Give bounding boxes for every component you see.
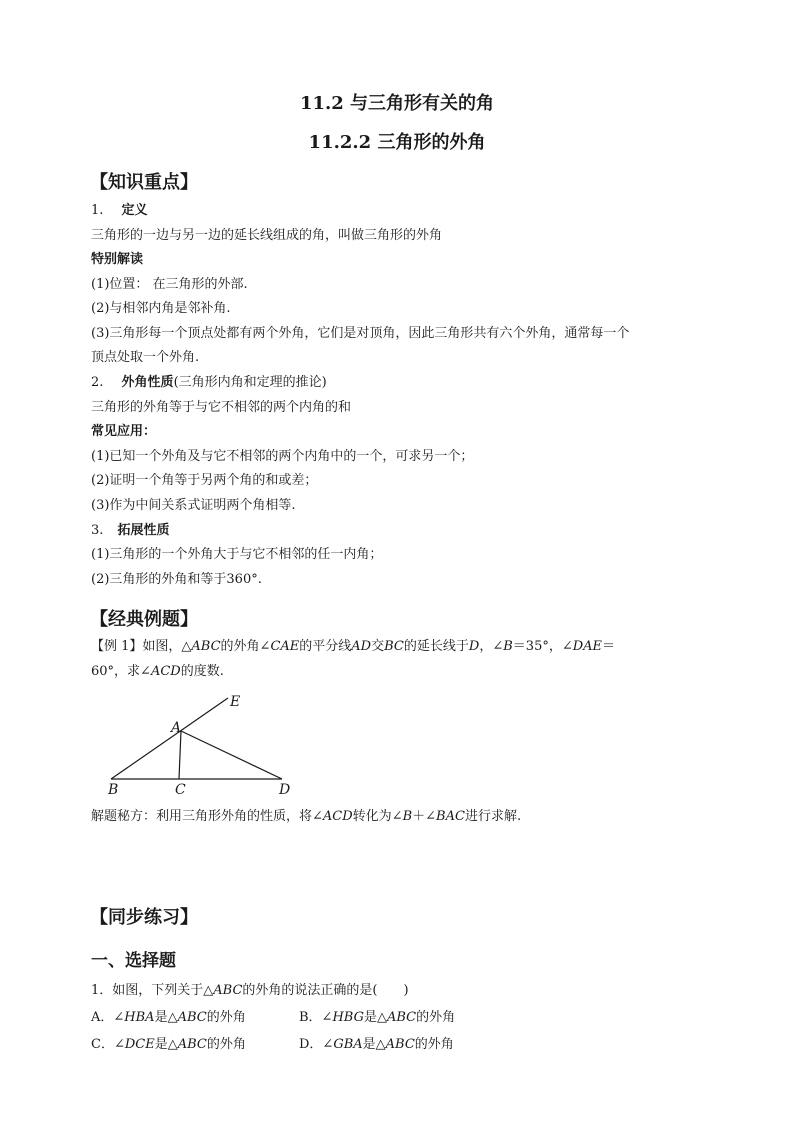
option-c-suffix: 的外角 <box>206 1037 246 1052</box>
option-a-prefix: A．∠ <box>91 1010 125 1025</box>
item2-note: (三角形内角和定理的推论) <box>173 375 327 390</box>
option-b-prefix: B．∠ <box>299 1010 333 1025</box>
ex1-text: ，∠ <box>479 639 504 654</box>
example-1-line-2 <box>91 664 224 680</box>
item3-title: 拓展性质 <box>117 523 170 538</box>
ray-BE <box>111 698 228 779</box>
item3-heading <box>91 523 170 539</box>
segment-AD <box>181 731 282 779</box>
example-1-label: 【例 1】 <box>91 639 143 654</box>
option-b-triangle: ABC <box>386 1010 417 1025</box>
special-line-1: (1)位置： 在三角形的外部. <box>91 277 248 292</box>
label-C: C <box>175 782 186 798</box>
special-line-2: (2)与相邻内角是邻补角. <box>91 301 231 316</box>
label-B: B <box>108 782 119 798</box>
special-line-3: (3)三角形每一个顶点处都有两个外角，它们是对顶角，因此三角形共有六个外角，通常每一个 <box>91 326 630 341</box>
q1-text: 的外角的说法正确的是( ) <box>242 983 409 998</box>
option-d-prefix: D．∠ <box>299 1037 334 1052</box>
option-b-angle: HBG <box>332 1010 364 1025</box>
ex1-var: B <box>503 639 513 654</box>
option-c-triangle: ABC <box>177 1037 207 1052</box>
item2-title: 外角性质 <box>121 375 174 390</box>
option-a-triangle: ABC <box>177 1010 207 1025</box>
ex1-var: ABC <box>191 639 221 654</box>
label-E: E <box>230 694 241 710</box>
ex1-var: CAE <box>270 639 300 654</box>
q1-text: 1．如图，下列关于△ <box>91 983 214 998</box>
tip-var: BAC <box>436 809 465 824</box>
choice-section-heading: 一、选择题 <box>91 951 176 971</box>
special-heading: 特别解读 <box>91 252 144 267</box>
tip-text: 转化为∠ <box>352 809 403 824</box>
app-line-2: (2)证明一个角等于另两个角的和或差； <box>91 473 318 488</box>
ex1-text: ＝ <box>602 639 616 654</box>
special-line-4: 顶点处取一个外角. <box>91 350 200 365</box>
solution-tip <box>91 809 521 825</box>
item2-heading <box>91 375 327 391</box>
option-b <box>299 1010 455 1026</box>
option-c-angle: DCE <box>124 1037 155 1052</box>
ex1-text: 如图，△ <box>142 639 192 654</box>
apps-heading: 常见应用： <box>91 424 157 439</box>
label-A: A <box>171 720 182 736</box>
option-a <box>91 1010 246 1026</box>
tip-var: B <box>402 809 413 824</box>
ex1-var: BC <box>384 639 404 654</box>
option-d <box>299 1037 454 1053</box>
ex1-var: ACD <box>150 664 181 679</box>
option-a-mid: 是△ <box>154 1010 178 1025</box>
option-d-mid: 是△ <box>362 1037 386 1052</box>
item1-title: 定义 <box>121 203 148 218</box>
ext-line-1: (1)三角形的一个外角大于与它不相邻的任一内角； <box>91 547 383 562</box>
tip-text: 进行求解. <box>464 809 522 824</box>
ex1-text: 的度数. <box>180 664 224 679</box>
ext-line-2: (2)三角形的外角和等于360°. <box>91 572 262 587</box>
examples-heading: 【经典例题】 <box>90 609 198 630</box>
ex1-text: ＝35°，∠ <box>512 639 573 654</box>
item1-number: 1. <box>91 203 104 218</box>
page-title: 11.2 与三角形有关的角 <box>299 93 495 114</box>
example-1-line-1 <box>91 639 615 655</box>
ex1-text: 的平分线 <box>299 639 352 654</box>
item1-heading <box>91 203 148 219</box>
app-line-3: (3)作为中间关系式证明两个角相等. <box>91 498 296 513</box>
tip-text: ＋∠ <box>412 809 437 824</box>
q1-var: ABC <box>213 983 243 998</box>
option-a-suffix: 的外角 <box>206 1010 246 1025</box>
triangle-figure <box>100 690 320 802</box>
label-D: D <box>279 782 291 798</box>
segment-AC <box>179 731 181 779</box>
option-a-angle: HBA <box>124 1010 155 1025</box>
option-b-suffix: 的外角 <box>416 1010 456 1025</box>
option-d-triangle: ABC <box>385 1037 415 1052</box>
knowledge-heading: 【知识重点】 <box>90 172 198 193</box>
item2-number: 2. <box>91 375 104 390</box>
tip-text: 解题秘方：利用三角形外角的性质，将∠ <box>91 809 323 824</box>
ex1-text: 的外角∠ <box>220 639 271 654</box>
ex1-text: 的延长线于 <box>403 639 469 654</box>
ex1-text: 交 <box>371 639 385 654</box>
property-text: 三角形的外角等于与它不相邻的两个内角的和 <box>91 400 352 415</box>
ex1-var: DAE <box>572 639 603 654</box>
tip-var: ACD <box>322 809 353 824</box>
option-b-mid: 是△ <box>363 1010 387 1025</box>
option-d-angle: GBA <box>333 1037 363 1052</box>
question-1 <box>91 983 409 999</box>
ex1-var: D <box>468 639 480 654</box>
ex1-var: AD <box>351 639 372 654</box>
app-line-1: (1)已知一个外角及与它不相邻的两个内角中的一个，可求另一个； <box>91 449 474 464</box>
item3-number: 3. <box>91 523 104 538</box>
option-c-mid: 是△ <box>154 1037 178 1052</box>
page-subtitle: 11.2.2 三角形的外角 <box>308 132 486 153</box>
option-c <box>91 1037 246 1053</box>
option-d-suffix: 的外角 <box>414 1037 454 1052</box>
definition-text: 三角形的一边与另一边的延长线组成的角，叫做三角形的外角 <box>91 228 443 243</box>
option-c-prefix: C．∠ <box>91 1037 125 1052</box>
practice-heading: 【同步练习】 <box>90 907 198 928</box>
ex1-text: 60°，求∠ <box>91 664 151 679</box>
